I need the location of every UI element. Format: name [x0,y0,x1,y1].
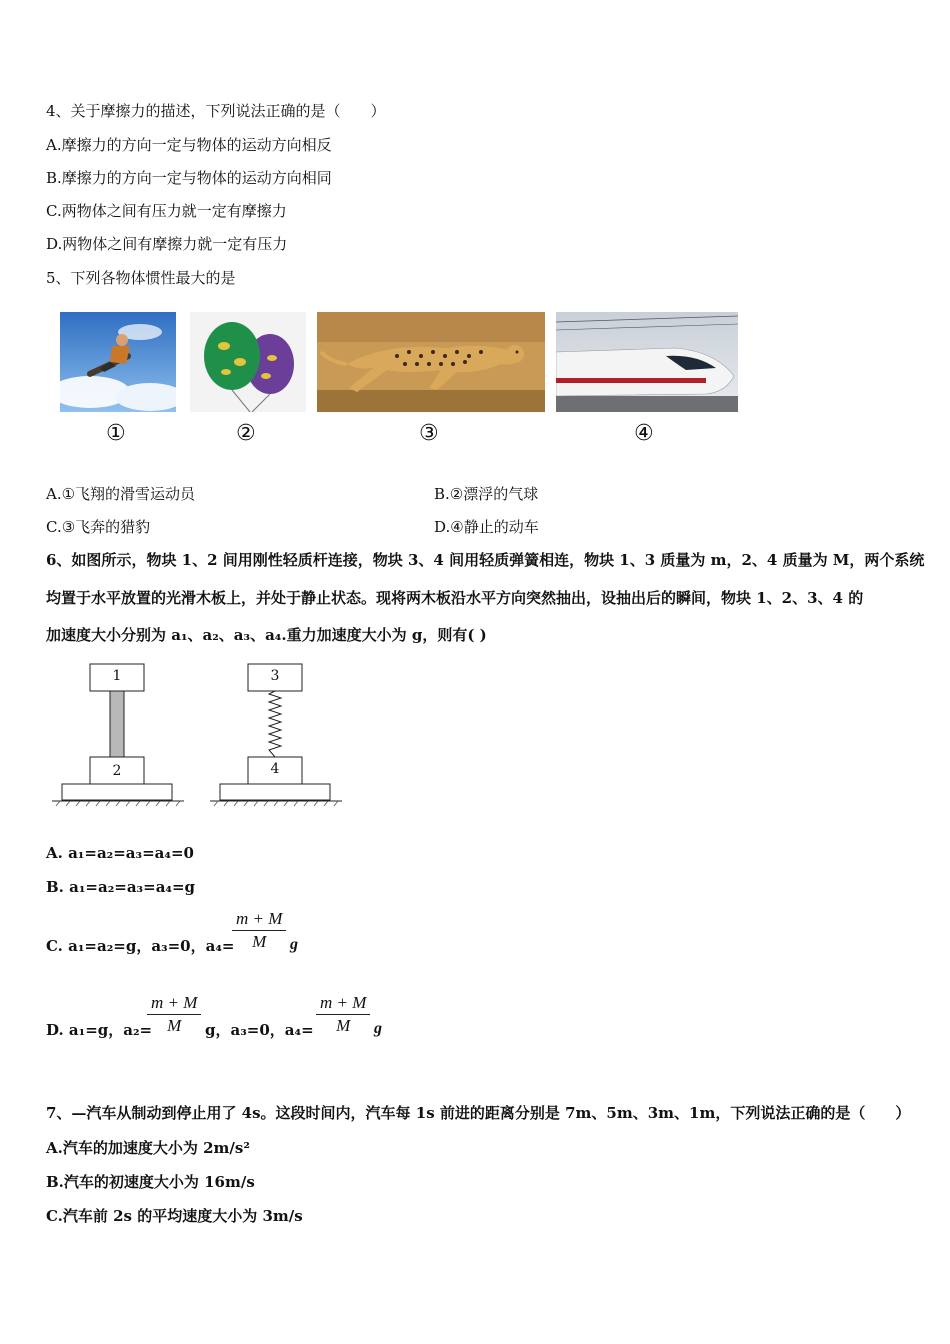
cheetah-image [317,312,545,412]
q6-option-b: B. a₁=a₂=a₃=a₄=g [46,878,196,896]
q6-option-d-text-mid: g，a₃=0，a₄= [205,1021,314,1039]
q4-option-b: B.摩擦力的方向一定与物体的运动方向相同 [46,169,332,187]
q4-option-a: A.摩擦力的方向一定与物体的运动方向相反 [46,136,332,154]
q7-option-c: C.汽车前 2s 的平均速度大小为 3m/s [46,1207,303,1225]
spring [269,691,281,757]
bullet-train-image [556,312,738,412]
fraction-numerator: m + M [147,992,201,1015]
q6-option-d-text: D. a₁=g，a₂= [46,1021,153,1039]
left-board [62,784,172,800]
rigid-rod [110,691,124,757]
q7-option-b: B.汽车的初速度大小为 16m/s [46,1173,255,1191]
blocks-diagram [50,660,350,810]
q6-stem-line-1: 6、如图所示，物块 1、2 间用刚性轻质杆连接，物块 3、4 间用轻质弹簧相连，物块 1、3 质量为 m，2、4 质量为 M，两个系统 [46,551,925,569]
q6-stem-line-2: 均置于水平放置的光滑木板上，并处于静止状态。现将两木板沿水平方向突然抽出，设抽出后的瞬间，物块 1、2、3、4 的 [46,589,864,607]
q7-stem: 7、—汽车从制动到停止用了 4s。这段时间内，汽车每 1s 前进的距离分别是 7m、5m、3m、1m，下列说法正确的是（ ） [46,1104,911,1122]
q5-option-a: A.①飞翔的滑雪运动员 [46,485,196,503]
image-label-1: ① [106,421,126,446]
q7-option-a: A.汽车的加速度大小为 2m/s² [46,1139,250,1157]
fraction-numerator: m + M [316,992,370,1015]
q6-option-c-text: C. a₁=a₂=g，a₃=0，a₄= [46,937,235,955]
q5-option-c: C.③飞奔的猎豹 [46,518,151,536]
q4-option-d: D.两物体之间有摩擦力就一定有压力 [46,235,288,253]
q5-option-d: D.④静止的动车 [434,518,539,536]
image-label-4: ④ [634,421,654,446]
fraction-denominator: M [167,1016,182,1035]
balloons-image [190,312,306,412]
right-board [220,784,330,800]
block-label-2: 2 [112,763,122,779]
q6-option-a: A. a₁=a₂=a₃=a₄=0 [46,844,194,862]
q5-stem: 5、下列各物体惯性最大的是 [46,269,236,287]
q6-option-d-fraction-1 [147,992,201,1037]
block-label-3: 3 [270,668,280,684]
q6-option-c-g: g [290,936,298,953]
fraction-denominator: M [252,932,267,951]
fraction-numerator: m + M [232,908,286,931]
q6-option-d-fraction-2 [316,992,370,1037]
q6-option-c-fraction [232,908,286,953]
q4-stem: 4、关于摩擦力的描述，下列说法正确的是（ ） [46,102,386,120]
q6-stem-line-3: 加速度大小分别为 a₁、a₂、a₃、a₄.重力加速度大小为 g，则有( ) [46,626,487,644]
image-label-3: ③ [419,421,439,446]
fraction-denominator: M [336,1016,351,1035]
q6-option-d-g: g [374,1020,382,1037]
image-label-2: ② [236,421,256,446]
q4-option-c: C.两物体之间有压力就一定有摩擦力 [46,202,287,220]
block-label-4: 4 [270,761,280,777]
snowboarder-image [60,312,176,412]
q5-option-b: B.②漂浮的气球 [434,485,539,503]
block-label-1: 1 [112,668,122,684]
